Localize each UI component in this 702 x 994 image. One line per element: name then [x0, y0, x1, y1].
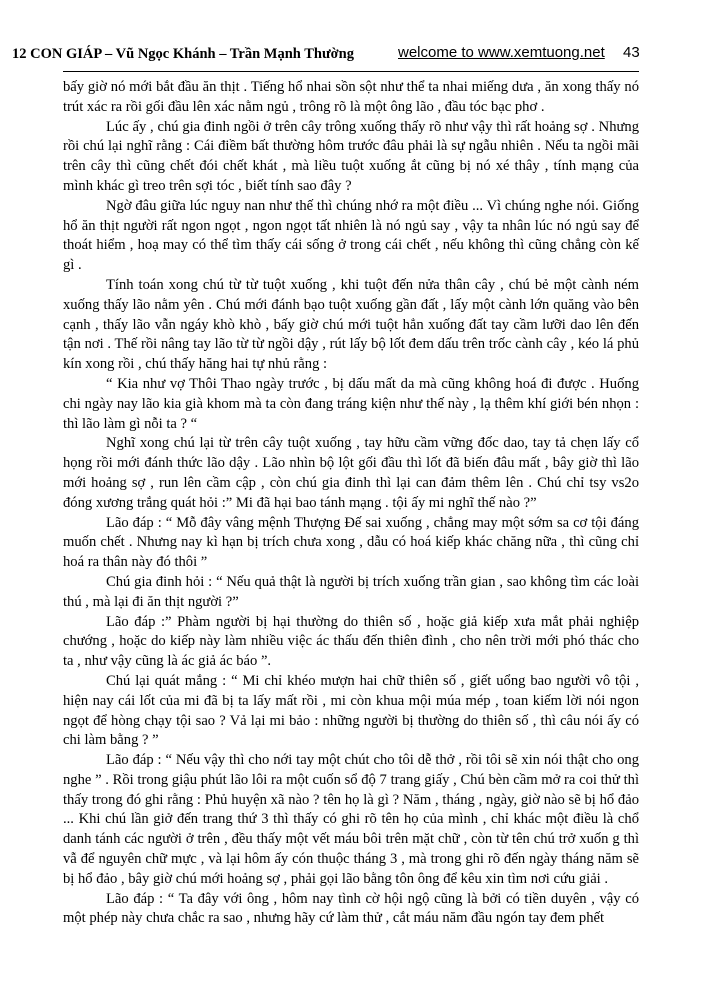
paragraph: Lão đáp :” Phàm người bị hại thường do thiên số , hoặc giả kiếp xưa mắt phải nghiệp chướng , hoặc do kiếp này làm nhiều việc ác thấu đến thiên đình , cho nên trời mới phó thác cho ta , như vậy cũng là ác giả ác báo ”.	[63, 613, 639, 670]
paragraph: Lão đáp : “ Ta đây với ông , hôm nay tình cờ hội ngộ cũng là bởi có tiền duyên , vậy có một phép này chưa chắc ra sao , nhưng hãy cứ làm thử , cắt máu năm đầu ngón tay đem phết	[63, 890, 639, 927]
paragraph: Nghĩ xong chú lại từ trên cây tuột xuống , tay hữu cầm vững đốc dao, tay tả chẹn lấy cổ họng rồi mới đánh thức lão dậy . Lão nhìn bộ lột gối đầu thì lốt đã biến đâu mất , bây giờ thì lão mới hoảng sợ , run lên cầm cập , còn chú gia đinh thì lại can đảm thêm lên . Chú chỉ tsy vs2o đóng xương trắng quát hỏi :” Mi đã hại bao tánh mạng . tội ấy mi nghĩ thế nào ?”	[63, 435, 639, 511]
paragraph: Lúc ấy , chú gia đinh ngồi ở trên cây trông xuống thấy rõ như vậy thì rất hoảng sợ . Nhưng rồi chú lại nghĩ rằng : Cái điềm bất thường hôm trước đâu phải là sự ngẫu nhiên . Nếu ta ngồi mãi trên cây thì cũng chết đói chết khát , mà liều tuột xuống ắt cũng bị nó xé thây , tính mạng của mình khác gì treo trên sợi tóc , biết tính sao đây ?	[63, 118, 639, 194]
paragraph: Chú gia đinh hỏi : “ Nếu quả thật là người bị trích xuống trần gian , sao không tìm các loài thú , mà lại đi ăn thịt người ?”	[63, 573, 639, 610]
book-title: 12 CON GIÁP – Vũ Ngọc Khánh – Trần Mạnh Thường	[12, 46, 354, 62]
paragraph: “ Kia như vợ Thôi Thao ngày trước , bị dấu mất da mà cũng không hoá đi được . Huống chi ngày nay lão kia già khom mà ta còn đang tráng kiện như thế này , lạ thêm khí giới bén nhọn : thì lão làm gì nỗi ta ? “	[63, 375, 639, 432]
page-number: 43	[623, 44, 640, 61]
paragraph: Ngờ đâu giữa lúc nguy nan như thế thì chúng nhớ ra một điều ... Vì chúng nghe nói. Giống hổ ăn thịt người rất ngon ngọt , ngon ngọt tất nhiên là nó ngủ say , vậy ta nhân lúc nó ngủ say để thoát hiểm , hoạ may có thể tìm thấy cái sống ở trong cái chết , nếu không thì cũng chẳng còn kế gì .	[63, 197, 639, 274]
paragraph: Lão đáp : “ Mỗ đây vâng mệnh Thượng Đế sai xuống , chẳng may một sớm sa cơ tội đáng muốn chết . Nhưng nay kì hạn bị trích chưa xong , dẫu có hoá kiếp khác chăng nữa , thì cũng chỉ hoá ra thân này đó thôi ”	[63, 514, 639, 571]
paragraph: bấy giờ nó mới bắt đầu ăn thịt . Tiếng hổ nhai sồn sột như thể ta nhai miếng dưa , ăn xong thấy nó trút xác ra rồi gối đầu lên xác nằm ngủ , trông rõ là một ông lão , đầu tóc bạc phơ .	[63, 79, 639, 115]
header-rule	[63, 71, 639, 72]
website-link[interactable]: welcome to www.xemtuong.net	[398, 44, 605, 61]
page-header	[12, 34, 644, 62]
paragraph: Tính toán xong chú từ từ tuột xuống , khi tuột đến nửa thân cây , chú bẻ một cành ném xuống thấy lão nằm yên . Chú mới đánh bạo tuột xuống gần đất , lấy một cành lớn quăng vào bên cạnh , thấy lão vẫn ngáy khò khò , bấy giờ chú mới tuột hẳn xuống đất tay cầm lưỡi dao lên đến tận nơi . Thế rồi nâng tay lão từ từ ngồi dậy , rút lấy bộ lốt đem dấu trên trốc cành cây , kéo lá phủ kín xong rồi , chú thấy hăng hai tự nhủ rằng :	[63, 276, 639, 373]
body-text	[63, 78, 639, 929]
paragraph: Chú lại quát mắng : “ Mi chỉ khéo mượn hai chữ thiên số , giết uổng bao người vô tội , hiện nay cái lốt của mi đã bị ta lấy mất rồi , mi còn khua mội múa mép , toan kiếm lời nói ngon ngọt để hòng chạy tội sao ? Vả lại mi bảo : những người bị thường do thiên số , thì câu nói ấy có chi làm bằng ? ”	[63, 672, 639, 749]
paragraph: Lão đáp : “ Nếu vậy thì cho nới tay một chút cho tôi dễ thở , rồi tôi sẽ xin nói thật cho ong nghe ” . Rồi trong giậu phút lão lôi ra một cuốn sổ độ 7 trang giấy , Chú bèn cầm mở ra coi thử thì thấy trong đó ghi rằng : Phủ huyện xã nào ? tên họ là gì ? Năm , tháng , ngày, giờ nào sẽ bị hổ đảo ... Khi chú lần giở đến trang thứ 3 thì thấy có ghi rõ tên họ của mình , chỉ khác một điều là chổ danh tánh các người ở trên , đều thấy một vết máu bôi trên mặt chữ , còn từ tên chú trở xuốn g thì vẫ để nguyên chữ mực , và lại hôm ấy cón thuộc tháng 3 , mà trong ghi rõ đến ngày tháng năm sẽ bị hổ đảo , bây giờ chú mới hoảng sợ , phải gọi lão bằng tôn ông để kêu xin tìm nơi cứu giải .	[63, 752, 639, 887]
